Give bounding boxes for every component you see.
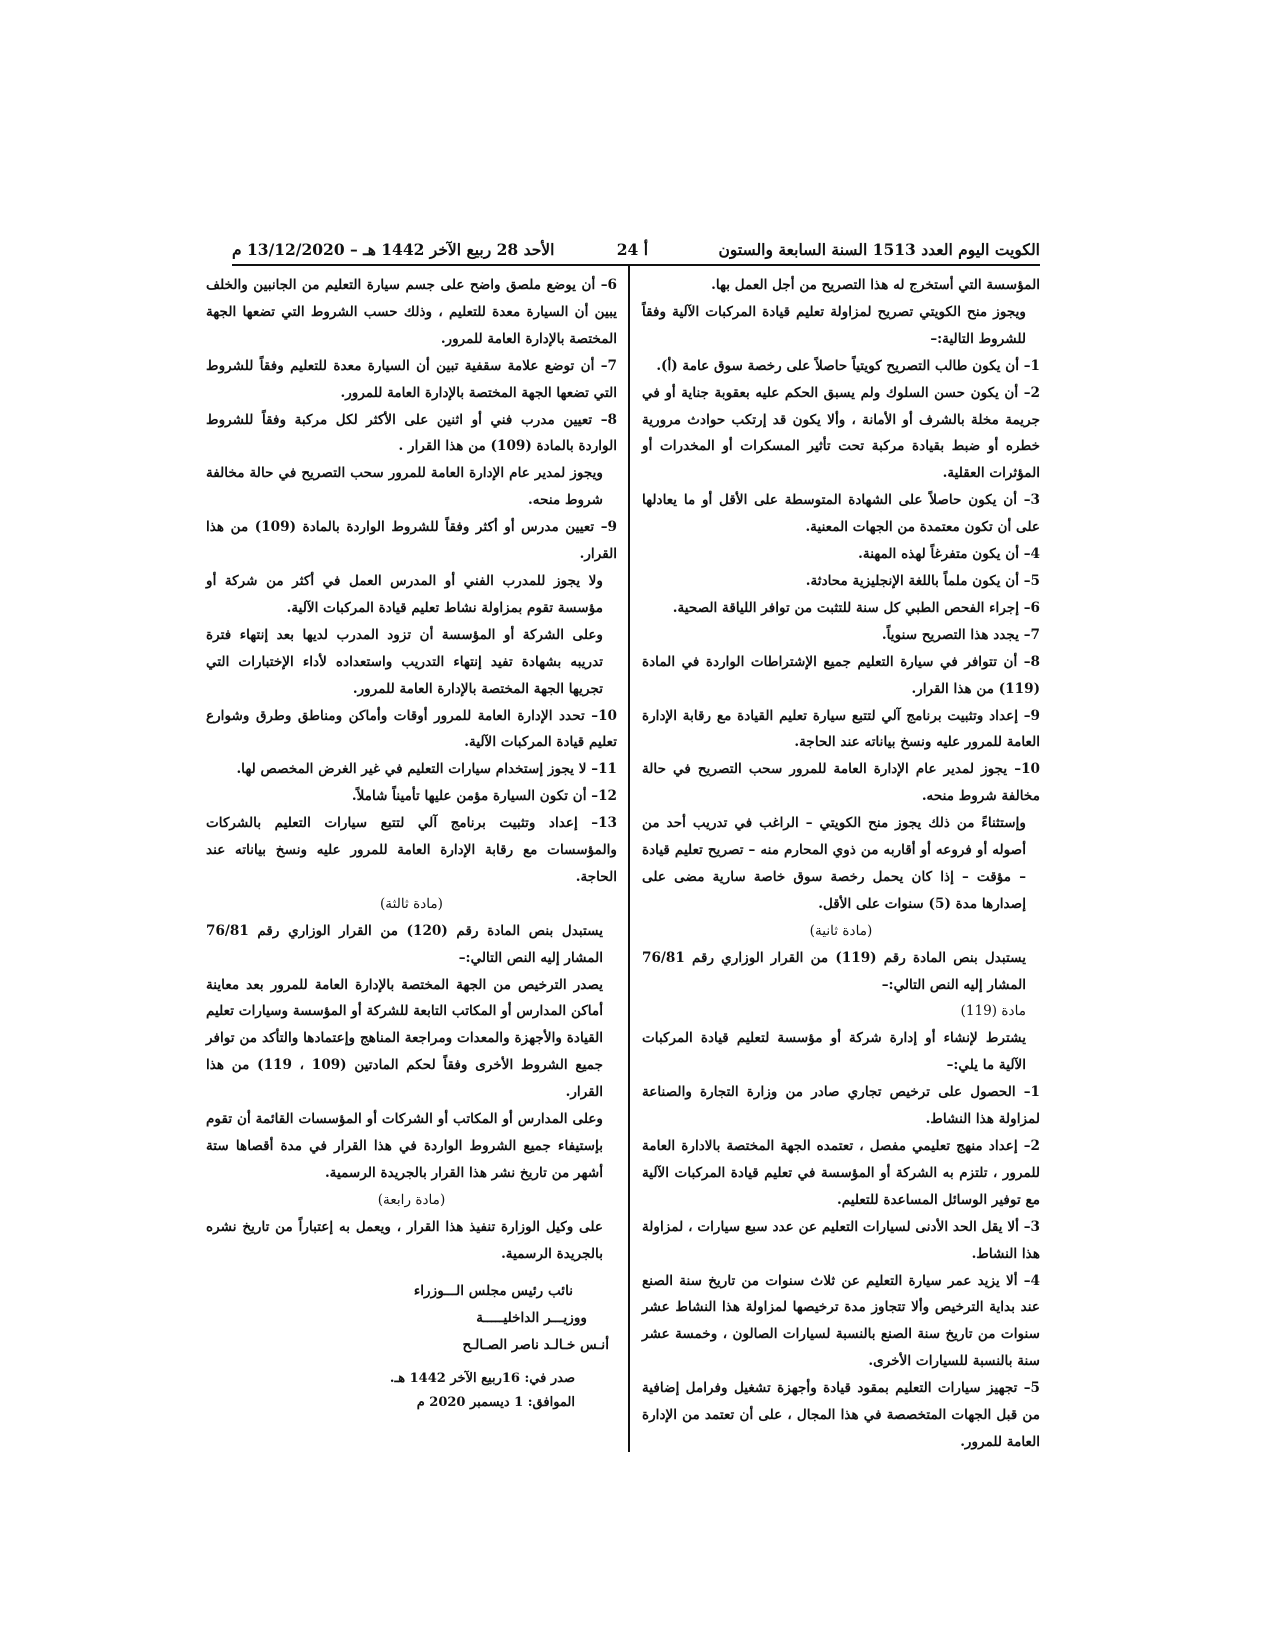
list-item: 6– إجراء الفحص الطبي كل سنة للتثبت من توافر اللياقة الصحية. [672,599,1040,616]
list-item: 9– إعداد وتثبيت برنامج آلي لتتبع سيارة تعليم القيادة مع رقابة الإدارة العامة للمرور عليه ونسخ بياناته عند الحاجة. [642,707,1040,751]
list-item: 8– أن تتوافر في سيارة التعليم جميع الإشتراطات الواردة في المادة (119) من هذا القرار. [642,653,1040,697]
signature-title-line2: ووزيـــر الداخليـــــة [476,1309,587,1326]
list-item: 2– أن يكون حسن السلوك ولم يسبق الحكم عليه بعقوبة جناية أو في جريمة مخلة بالشرف أو الأمانة ، وألا يكون قد إرتكب حوادث مرورية خطره أو ضبط بقيادة مركبة تحت تأثير المسكرات أو المخدرات أو المؤثرات العقلية. [642,384,1040,482]
paragraph: يصدر الترخيص من الجهة المختصة بالإدارة العامة للمرور بعد معاينة أماكن المدارس أو المكاتب التابعة للشركة أو المؤسسة وسيارات تعليم القيادة والأجهزة والمعدات ومراجعة المناهج وإعتمادها والتأكد من توافر جميع الشروط الأخرى وفقاً لحكم المادتين (109 ، 119) من هذا القرار. [206,976,603,1101]
list-item: 1– أن يكون طالب التصريح كويتياً حاصلاً على رخصة سوق عامة (أ). [656,357,1040,374]
list-item: 10– يجوز لمدير عام الإدارة العامة للمرور سحب التصريح في حالة مخالفة شروط منحه. [642,761,1040,805]
list-item: 13– إعداد وتثبيت برنامج آلي لتتبع سيارات التعليم بالشركات والمؤسسات مع رقابة الإدارة العامة للمرور عليه ونسخ بياناته عند الحاجة. [206,815,617,885]
header-date: الأحد 28 ربيع الآخر 1442 هـ – 13/12/2020 م [232,240,555,259]
paragraph: ويجوز لمدير عام الإدارة العامة للمرور سحب التصريح في حالة مخالفة شروط منحه. [206,465,603,509]
header-rule [232,264,1040,266]
list-item: 7– أن توضع علامة سقفية تبين أن السيارة معدة للتعليم وفقاً للشروط التي تضعها الجهة المختصة بالإدارة العامة للمرور. [206,357,617,401]
list-item: 5– تجهيز سيارات التعليم بمقود قيادة وأجهزة تشغيل وفرامل إضافية من قبل الجهات المتخصصة في هذا المجال ، على أن تعتمد من الإدارة العامة للمرور. [642,1380,1040,1450]
list-item: 2– إعداد منهج تعليمي مفصل ، تعتمده الجهة المختصة بالادارة العامة للمرور ، تلتزم به الشركة أو المؤسسة في تعليم قيادة المركبات الآلية مع توفير الوسائل المساعدة للتعليم. [642,1138,1040,1208]
list-item: 4– أن يكون متفرغاً لهذه المهنة. [858,546,1040,563]
header-page-number: أ 24 [616,240,648,259]
paragraph: المؤسسة التي أستخرج له هذا التصريح من أجل العمل بها. [711,277,1040,293]
right-column [642,272,1040,1456]
list-item: 6– أن يوضع ملصق واضح على جسم سيارة التعليم من الجانبين والخلف يبين أن السيارة معدة للتعليم ، وذلك حسب الشروط التي تضعها الجهة المختصة بالإدارة العامة للمرور. [206,277,617,347]
paragraph: وإستثناءً من ذلك يجوز منح الكويتي – الراغب في تدريب أحد من أصوله أو فروعه أو أقاربه من ذوي المحارم منه – تصريح تعليم قيادة – مؤقت – إذا كان يحمل رخصة سوق خاصة سارية مضى على إصدارها مدة (5) سنوات على الأقل. [642,815,1026,912]
article-heading: (مادة ثالثة) [380,895,443,912]
list-item: 4– ألا يزيد عمر سيارة التعليم عن ثلاث سنوات من تاريخ سنة الصنع عند بداية الترخيص وألا تتجاوز مدة ترخيصها لمزاولة هذا النشاط عشر سنوات من تاريخ سنة الصنع بالنسبة لسيارات الصالون ، وخمسة عشر سنة بالنسبة للسيارات الأخرى. [642,1272,1040,1370]
paragraph: وعلى المدارس أو المكاتب أو الشركات أو المؤسسات القائمة أن تقوم بإستيفاء جميع الشروط الواردة في هذا القرار في مدة أقصاها ستة أشهر من تاريخ نشر هذا القرار بالجريدة الرسمية. [206,1111,603,1181]
list-item: 10– تحدد الإدارة العامة للمرور أوقات وأماكن ومناطق وطرق وشوارع تعليم قيادة المركبات الآلية. [206,707,617,751]
list-item: 8– تعيين مدرب فني أو اثنين على الأكثر لكل مركبة وفقاً للشروط الواردة بالمادة (109) من هذا القرار . [206,411,617,455]
list-item: 1– الحصول على ترخيص تجاري صادر من وزارة التجارة والصناعة لمزاولة هذا النشاط. [642,1084,1040,1128]
issue-date-gregorian: الموافق: 1 ديسمبر 2020 م [416,1394,575,1410]
left-column [206,272,617,1415]
article-number: مادة (119) [960,1003,1026,1020]
signatory-name: أنـس خـالـد ناصر الصـالـح [462,1336,609,1353]
paragraph: ولا يجوز للمدرب الفني أو المدرس العمل في أكثر من شركة أو مؤسسة تقوم بمزاولة نشاط تعليم قيادة المركبات الآلية. [206,572,603,616]
paragraph: يشترط لإنشاء أو إدارة شركة أو مؤسسة لتعليم قيادة المركبات الآلية ما يلي:– [642,1030,1026,1074]
issue-date-hijri: صدر في: 16ربيع الآخر 1442 هـ. [389,1370,575,1386]
list-item: 3– أن يكون حاصلاً على الشهادة المتوسطة على الأقل أو ما يعادلها على أن تكون معتمدة من الجهات المعنية. [642,492,1040,536]
paragraph: وعلى الشركة أو المؤسسة أن تزود المدرب لديها بعد إنتهاء فترة تدريبه بشهادة تفيد إنتهاء التدريب واستعداده لأداء الإختبارات التي تجريها الجهة المختصة بالإدارة العامة للمرور. [206,626,603,697]
list-item: 7– يجدد هذا التصريح سنوياً. [881,626,1040,643]
paragraph: ويجوز منح الكويتي تصريح لمزاولة تعليم قيادة المركبات الآلية وفقاً للشروط التالية:– [642,303,1026,347]
paragraph: يستبدل بنص المادة رقم (120) من القرار الوزاري رقم 76/81 المشار إليه النص التالي:– [206,922,603,966]
list-item: 11– لا يجوز إستخدام سيارات التعليم في غير الغرض المخصص لها. [236,761,617,778]
article-heading: (مادة ثانية) [809,922,873,939]
paragraph: يستبدل بنص المادة رقم (119) من القرار الوزاري رقم 76/81 المشار إليه النص التالي:– [642,949,1027,993]
list-item: 3– ألا يقل الحد الأدنى لسيارات التعليم عن عدد سبع سيارات ، لمزاولة هذا النشاط. [642,1218,1040,1262]
header-issue-info: الكويت اليوم العدد 1513 السنة السابعة والستون [718,240,1040,259]
paragraph: على وكيل الوزارة تنفيذ هذا القرار ، ويعمل به إعتباراً من تاريخ نشره بالجريدة الرسمية. [206,1218,603,1262]
list-item: 12– أن تكون السيارة مؤمن عليها تأميناً شاملاً. [351,788,617,805]
article-heading: (مادة رابعة) [377,1191,446,1208]
page-header [232,236,1040,266]
signature-title-line1: نائب رئيس مجلس الـــوزراء [413,1282,573,1299]
list-item: 5– أن يكون ملماً باللغة الإنجليزية محادثة. [805,572,1040,589]
list-item: 9– تعيين مدرس أو أكثر وفقاً للشروط الواردة بالمادة (109) من هذا القرار. [206,519,617,563]
column-divider [628,264,630,1452]
